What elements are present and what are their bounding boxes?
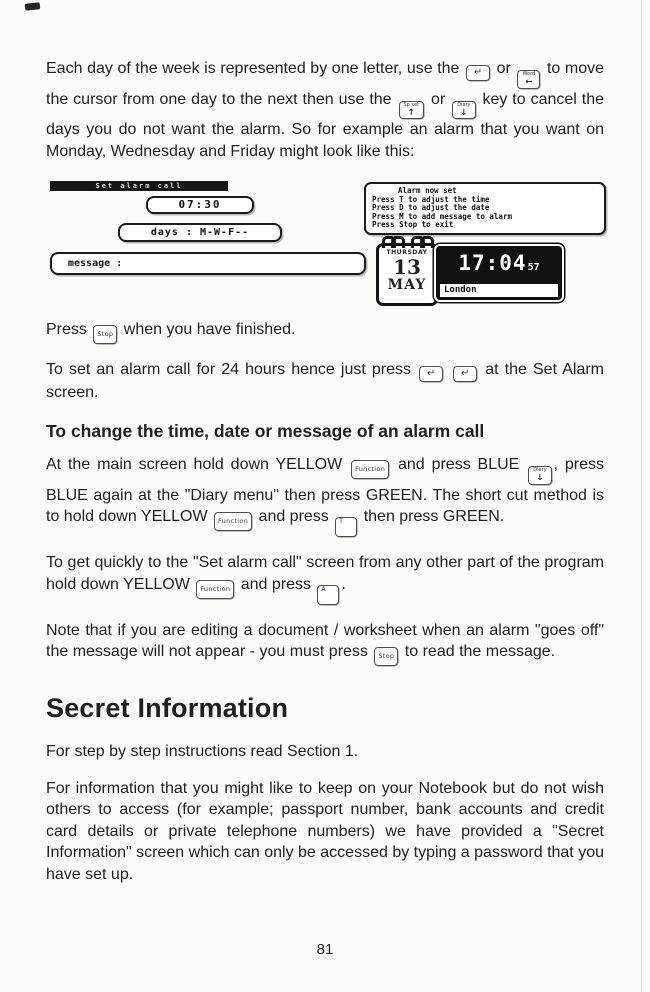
return-key-icon: ↵ <box>419 366 443 382</box>
clock-time <box>436 246 562 283</box>
calendar-graphic <box>376 243 438 306</box>
heading-change-alarm: To change the time, date or message of an alarm call <box>46 421 485 442</box>
paragraph-secret-1: For step by step instructions read Section 1. <box>46 743 359 760</box>
binder-ring-icon <box>391 236 405 248</box>
lcd-text-line: Press Stop to exit <box>372 220 454 230</box>
up-arrow-key-icon: Sp set ↑ <box>399 101 425 120</box>
binder-ring-icon <box>420 236 434 248</box>
paragraph-intro: Each day of the week is represented by one letter, use the ↵ or Word ← to move the cursor from one day to the next then use the Sp set ↑ or Diary ↓ key to cancel the days you do not want the alarm. So for example an alarm that you want on Monday, Wednesday and Friday might look like this: <box>46 60 605 160</box>
clock-seconds: 57 <box>527 262 540 273</box>
return-key-icon: ↵ <box>466 65 490 81</box>
calendar-month: MAY <box>387 277 427 293</box>
digital-clock-graphic <box>436 246 562 300</box>
paragraph-change-method: At the main screen hold down YELLOW Function and press BLUE Diary ↓ , press BLUE again at the "Diary menu" then press GREEN. The short cut method is to hold down YELLOW Function and press T then press GREEN. <box>46 454 604 537</box>
function-key-icon: Function <box>351 460 389 479</box>
lcd-text-line: Press T to adjust the time <box>372 194 490 204</box>
diary-down-arrow-key-icon: Diary ↓ <box>452 101 475 120</box>
clock-hhmm: 17:04 <box>458 251 527 275</box>
paragraph-secret-2: For information that you might like to keep on your Notebook but do not wish others to access (for example; passport number, bank accounts and credit card details or private telephone numbers) we have provided a "Secret Information" screen which can only be accessed by typing a password that you have set up. <box>46 779 604 883</box>
paragraph-quick-access: To get quickly to the "Set alarm call" screen from any other part of the program hold down YELLOW Function and press A . <box>46 552 604 605</box>
a-key-icon: A <box>317 585 339 605</box>
word-left-arrow-key-icon: Word ← <box>517 70 540 89</box>
lcd-text-line: Alarm now set <box>398 186 457 195</box>
alarm-message-field: message : <box>50 252 366 275</box>
page-number: 81 <box>316 941 334 958</box>
stop-key-icon: Stop <box>93 325 117 344</box>
alarm-days-field: days : M-W-F-- <box>118 223 282 242</box>
paragraph-press-stop: Press Stop when you have finished. <box>46 319 604 344</box>
function-key-icon: Function <box>214 512 252 531</box>
heading-secret-information: Secret Information <box>46 693 289 723</box>
function-key-icon: Function <box>196 580 234 599</box>
set-alarm-call-titlebar: Set alarm call <box>50 181 228 191</box>
paragraph-note-editing: Note that if you are editing a document / worksheet when an alarm "goes off" the message will not appear - you must press Stop to read the message. <box>46 620 604 666</box>
paragraph-24-hours: To set an alarm call for 24 hours hence just press ↵ ↵ at the Set Alarm screen. <box>46 360 605 401</box>
lcd-text-line: Press D to adjust the date <box>372 203 490 213</box>
lcd-text-line: Press M to add message to alarm <box>372 211 512 221</box>
stop-key-icon: Stop <box>374 647 398 666</box>
return-key-icon: ↵ <box>453 366 477 382</box>
t-key-icon: T <box>335 517 357 537</box>
calendar-weekday: THURSDAY <box>386 249 428 256</box>
device-screens-figure <box>46 177 604 305</box>
diary-down-arrow-key-icon: Diary ↓ <box>528 466 551 485</box>
alarm-time-field: 07:30 <box>146 196 254 214</box>
calendar-day: 13 <box>393 255 421 279</box>
clock-city-label: London <box>440 284 558 297</box>
alarm-now-set-panel <box>364 182 606 235</box>
